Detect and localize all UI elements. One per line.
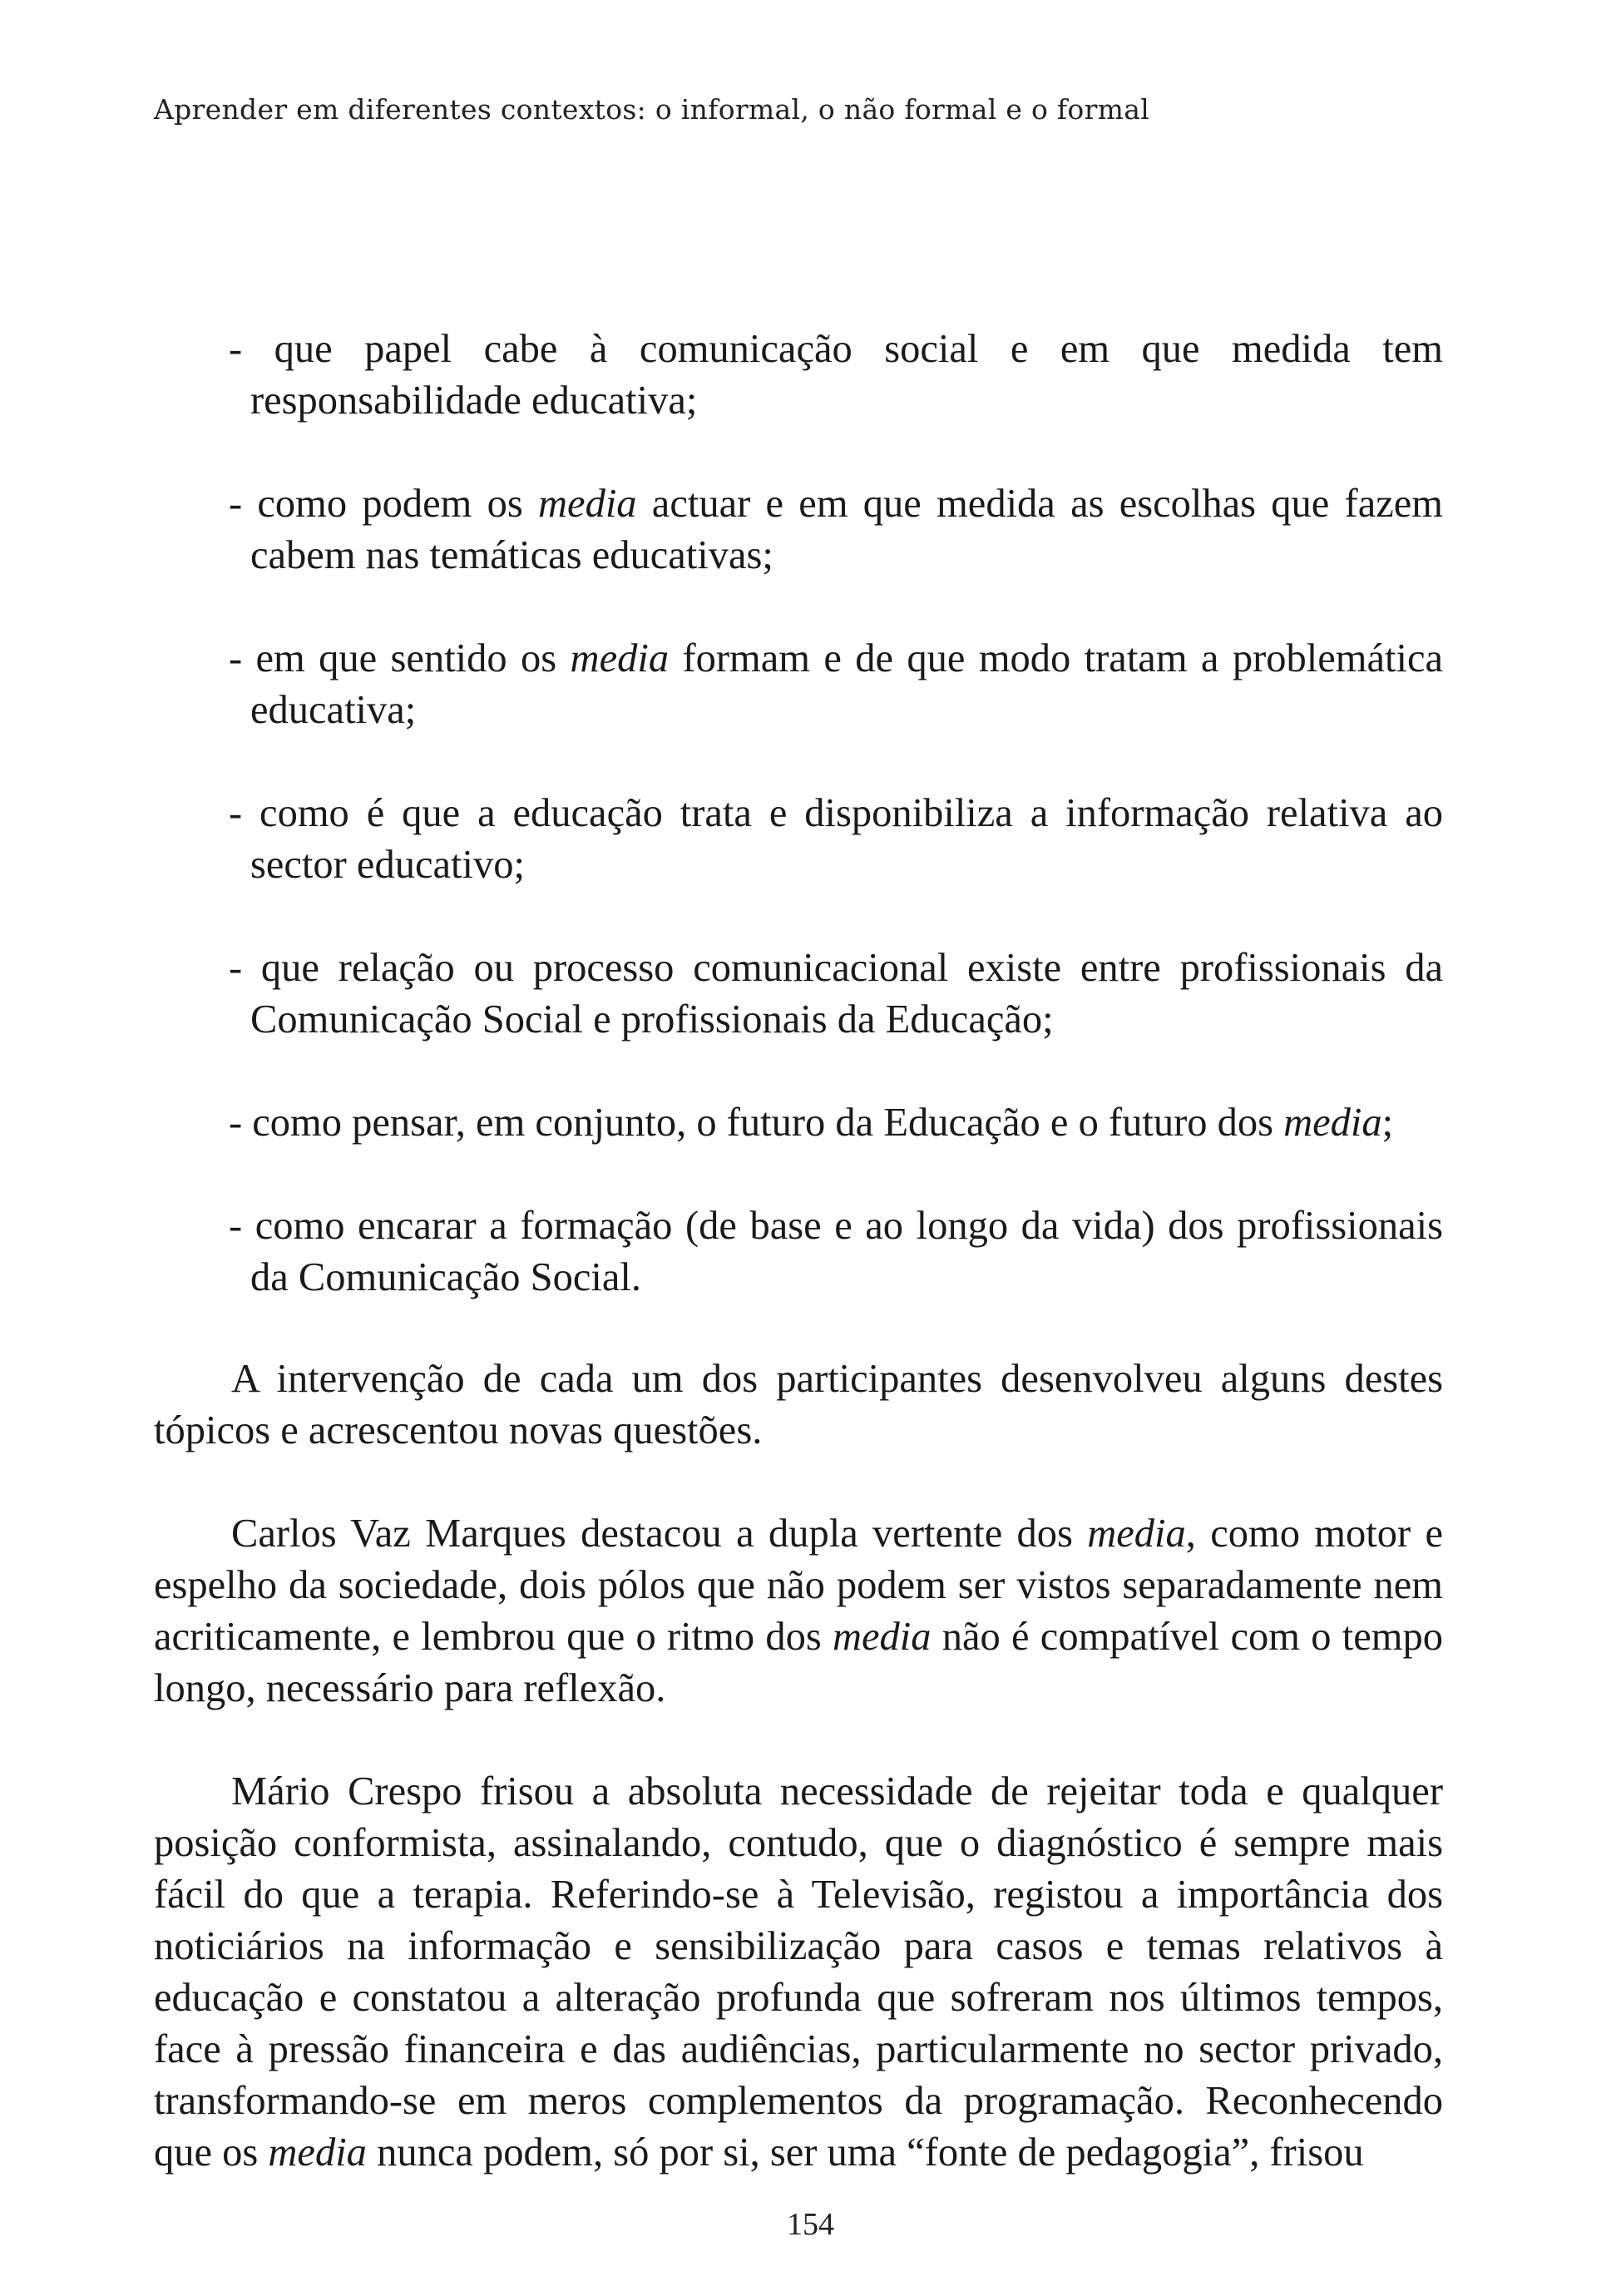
italic-term: media	[1087, 1511, 1186, 1556]
list-item	[229, 633, 1443, 736]
paragraph	[154, 1353, 1443, 1457]
body-text	[154, 283, 1443, 2230]
italic-term: media	[268, 2130, 367, 2175]
text-run: , como motor e espelho da sociedade, dois pólos que não podem ser vistos separadamente nem acriticamente, e lembrou que o ritmo dos	[154, 1511, 1443, 1659]
italic-term: media	[570, 636, 670, 680]
italic-term: media	[538, 481, 637, 526]
list-item	[229, 324, 1443, 427]
text-run: formam e de que modo tratam a problemática educativa;	[250, 636, 1443, 732]
text-run: - como pensar, em conjunto, o futuro da Educação e o futuro dos	[229, 1100, 1284, 1145]
text-run: Mário Crespo frisou a absoluta necessidade de rejeitar toda e qualquer posição conformista, assinalando, contudo, que o diagnóstico é sempre mais fácil do que a terapia. Referindo-se à Televisão, registou a importância dos noticiários na informação e sensibilização para casos e temas relativos à educação e constatou a alteração profunda que sofreram nos últimos tempos, face à pressão financeira e das audiências, particularmente no sector privado, transformando-se em meros complementos da programação. Reconhecendo que os	[154, 1769, 1443, 2175]
running-header: Aprender em diferentes contextos: o informal, o não formal e o formal	[154, 93, 1150, 126]
text-run: - que papel cabe à comunicação social e em que medida tem responsabilidade educativa;	[229, 326, 1443, 423]
list-item	[229, 478, 1443, 581]
paragraph	[154, 1766, 1443, 2179]
text-run: - que relação ou processo comunicacional existe entre profissionais da Comunicação Social e profissionais da Educação;	[229, 945, 1443, 1042]
italic-term: media	[832, 1614, 932, 1659]
text-run: Carlos Vaz Marques destacou a dupla vertente dos	[231, 1511, 1088, 1556]
question-list	[154, 324, 1443, 1304]
text-run: - como podem os	[229, 481, 539, 526]
text-run: - como encarar a formação (de base e ao longo da vida) dos profissionais da Comunicação Social.	[229, 1203, 1443, 1299]
list-item	[229, 1097, 1443, 1149]
text-run: ;	[1381, 1100, 1394, 1145]
text-run: - como é que a educação trata e disponibiliza a informação relativa ao sector educativo;	[229, 790, 1443, 887]
text-run: não é compatível com o tempo longo, necessário para reflexão.	[154, 1614, 1443, 1710]
list-item	[229, 943, 1443, 1046]
text-run: actuar e em que medida as escolhas que fazem cabem nas temáticas educativas;	[250, 481, 1444, 577]
text-run: nunca podem, só por si, ser uma “fonte de pedagogia”, frisou	[366, 2130, 1364, 2175]
paragraph	[154, 1508, 1443, 1715]
page-number: 154	[787, 2207, 834, 2242]
list-item	[229, 788, 1443, 891]
list-item	[229, 1200, 1443, 1304]
text-run: - em que sentido os	[229, 636, 571, 680]
text-run: A intervenção de cada um dos participantes desenvolveu alguns destes tópicos e acrescentou novas questões.	[154, 1356, 1443, 1452]
italic-term: media	[1283, 1100, 1382, 1145]
